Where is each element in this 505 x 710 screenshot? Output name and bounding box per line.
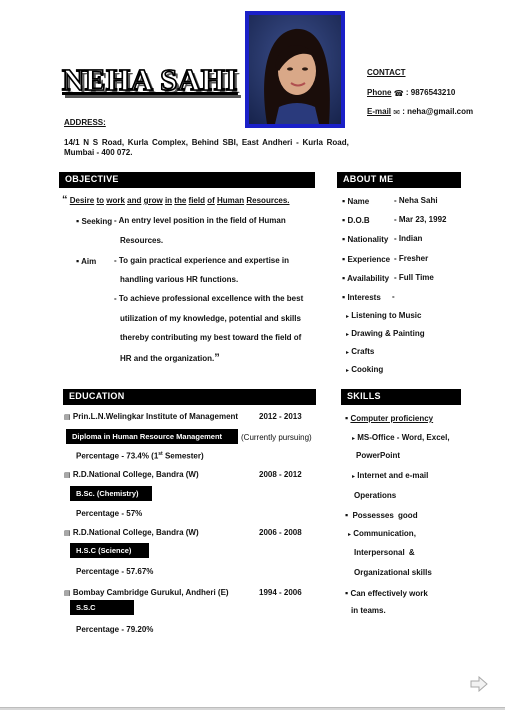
about-value-nationality: - Indian bbox=[394, 234, 423, 243]
arrow-bullet-icon: ▸ bbox=[346, 314, 350, 320]
profile-photo bbox=[245, 11, 345, 128]
school-icon: ▤ bbox=[64, 414, 71, 421]
education-institute: ▤ Bombay Cambridge Gurukul, Andheri (E) bbox=[64, 588, 229, 597]
objective-lead: “ Desire to work and grow in the field of Human Resources. bbox=[62, 194, 290, 206]
education-course: H.S.C (Science) bbox=[70, 543, 149, 558]
skill-comm-line-1: ▸ Communication, bbox=[348, 529, 416, 538]
phone-icon: ☎ bbox=[393, 89, 404, 98]
education-years: 1994 - 2006 bbox=[259, 588, 302, 597]
about-row-nationality: ▪ Nationality bbox=[342, 234, 389, 244]
education-institute: ▤ R.D.National College, Bandra (W) bbox=[64, 528, 199, 537]
skill-ms-line-2: PowerPoint bbox=[356, 451, 401, 460]
school-icon: ▤ bbox=[64, 472, 71, 479]
education-heading: EDUCATION bbox=[69, 391, 125, 401]
arrow-bullet-icon: ▸ bbox=[346, 332, 350, 338]
skill-team-line-1: ▪ Can effectively work bbox=[345, 588, 428, 598]
phone-label: Phone bbox=[367, 88, 392, 97]
aim-line-1: - To gain practical experience and expertise in bbox=[114, 256, 290, 265]
interest-item: ▸ Listening to Music bbox=[346, 311, 422, 320]
email-value: : neha@gmail.com bbox=[402, 107, 474, 116]
aim2-line-3: thereby contributing my best toward the field of bbox=[120, 333, 302, 342]
phone-value: : 9876543210 bbox=[405, 88, 456, 97]
bullet-icon: ▪ bbox=[342, 234, 346, 244]
education-section-header bbox=[63, 389, 316, 405]
skill-net-line-2: Operations bbox=[354, 491, 397, 500]
skills-section-header bbox=[341, 389, 461, 405]
seeking-label: ▪ Seeking bbox=[76, 216, 113, 226]
bullet-icon: ▪ bbox=[342, 215, 346, 225]
envelope-icon: ✉ bbox=[393, 108, 400, 117]
aim-line-2: handling various HR functions. bbox=[120, 275, 239, 284]
about-value-name: - Neha Sahi bbox=[394, 196, 438, 205]
bullet-icon: ▪ bbox=[342, 254, 346, 264]
address-line-2: Mumbai - 400 072. bbox=[64, 148, 133, 157]
address-line-1: 14/1 N S Road, Kurla Complex, Behind SBI, East Andheri - Kurla Road, bbox=[64, 138, 349, 147]
about-value-interests: - bbox=[392, 292, 395, 301]
about-heading: ABOUT ME bbox=[343, 174, 394, 184]
about-row-interests: ▪ Interests bbox=[342, 292, 381, 302]
school-icon: ▤ bbox=[64, 530, 71, 537]
education-institute: ▤ Prin.L.N.Welingkar Institute of Management bbox=[64, 412, 239, 421]
address-heading: ADDRESS: bbox=[64, 118, 106, 127]
close-quote-icon: ” bbox=[214, 352, 220, 364]
bullet-icon: ▪ bbox=[345, 510, 349, 520]
aim2-line-1: - To achieve professional excellence with the best bbox=[114, 294, 304, 303]
seeking-line-2: Resources. bbox=[120, 236, 164, 245]
email-line bbox=[367, 107, 473, 117]
bullet-icon: ▪ bbox=[76, 256, 80, 266]
education-percentage: Percentage - 73.4% (1st Semester) bbox=[76, 451, 204, 461]
objective-heading: OBJECTIVE bbox=[65, 174, 119, 184]
bullet-icon: ▪ bbox=[345, 413, 349, 423]
school-icon: ▤ bbox=[64, 590, 71, 597]
skill-comm-line-2: Interpersonal & bbox=[354, 548, 415, 557]
bullet-icon: ▪ bbox=[342, 273, 346, 283]
bullet-icon: ▪ bbox=[345, 588, 349, 598]
about-value-availability: - Full Time bbox=[394, 273, 434, 282]
candidate-name: NEHA SAHI bbox=[62, 62, 238, 97]
arrow-bullet-icon: ▸ bbox=[348, 532, 352, 538]
about-row-experience: ▪ Experience bbox=[342, 254, 391, 264]
interest-item: ▸ Crafts bbox=[346, 347, 375, 356]
education-percentage: Percentage - 57.67% bbox=[76, 567, 154, 576]
contact-heading: CONTACT bbox=[367, 68, 406, 77]
education-course: S.S.C bbox=[70, 600, 134, 615]
bullet-icon: ▪ bbox=[342, 196, 346, 206]
skill-net-line-1: ▸ Internet and e-mail bbox=[352, 471, 429, 480]
education-years: 2006 - 2008 bbox=[259, 528, 302, 537]
arrow-bullet-icon: ▸ bbox=[352, 474, 356, 480]
bullet-icon: ▪ bbox=[76, 216, 80, 226]
skills-heading: SKILLS bbox=[347, 391, 381, 401]
skill-possesses: ▪ Possesses good bbox=[345, 510, 418, 520]
education-institute: ▤ R.D.National College, Bandra (W) bbox=[64, 470, 199, 479]
aim-label: ▪ Aim bbox=[76, 256, 97, 266]
arrow-bullet-icon: ▸ bbox=[346, 350, 350, 356]
skill-comm-line-3: Organizational skills bbox=[354, 568, 432, 577]
education-percentage: Percentage - 79.20% bbox=[76, 625, 154, 634]
about-value-dob: - Mar 23, 1992 bbox=[394, 215, 447, 224]
open-quote-icon: “ bbox=[62, 194, 68, 206]
about-section-header bbox=[337, 172, 461, 188]
objective-section-header bbox=[59, 172, 319, 188]
bullet-icon: ▪ bbox=[342, 292, 346, 302]
aim2-line-4: HR and the organization.” bbox=[120, 352, 220, 364]
aim2-line-2: utilization of my knowledge, potential and skills bbox=[120, 314, 301, 323]
education-note: (Currently pursuing) bbox=[241, 433, 312, 442]
about-row-name: ▪ Name bbox=[342, 196, 370, 206]
interest-item: ▸ Cooking bbox=[346, 365, 384, 374]
email-label: E-mail bbox=[367, 107, 392, 116]
about-row-dob: ▪ D.O.B bbox=[342, 215, 370, 225]
about-value-experience: - Fresher bbox=[394, 254, 429, 263]
skill-ms-line-1: ▸ MS-Office - Word, Excel, bbox=[352, 433, 450, 442]
education-percentage: Percentage - 57% bbox=[76, 509, 143, 518]
education-years: 2008 - 2012 bbox=[259, 470, 302, 479]
education-course: Diploma in Human Resource Management bbox=[66, 429, 238, 444]
arrow-bullet-icon: ▸ bbox=[346, 368, 350, 374]
arrow-bullet-icon: ▸ bbox=[352, 436, 356, 442]
phone-line bbox=[367, 88, 455, 98]
next-arrow-icon[interactable] bbox=[470, 676, 488, 697]
education-course: B.Sc. (Chemistry) bbox=[70, 486, 152, 501]
skill-computer-heading: ▪ Computer proficiency bbox=[345, 413, 434, 423]
seeking-line-1: - An entry level position in the field of Human bbox=[114, 216, 286, 225]
interest-item: ▸ Drawing & Painting bbox=[346, 329, 425, 338]
education-years: 2012 - 2013 bbox=[259, 412, 302, 421]
about-row-availability: ▪ Availability bbox=[342, 273, 390, 283]
skill-team-line-2: in teams. bbox=[351, 606, 386, 615]
